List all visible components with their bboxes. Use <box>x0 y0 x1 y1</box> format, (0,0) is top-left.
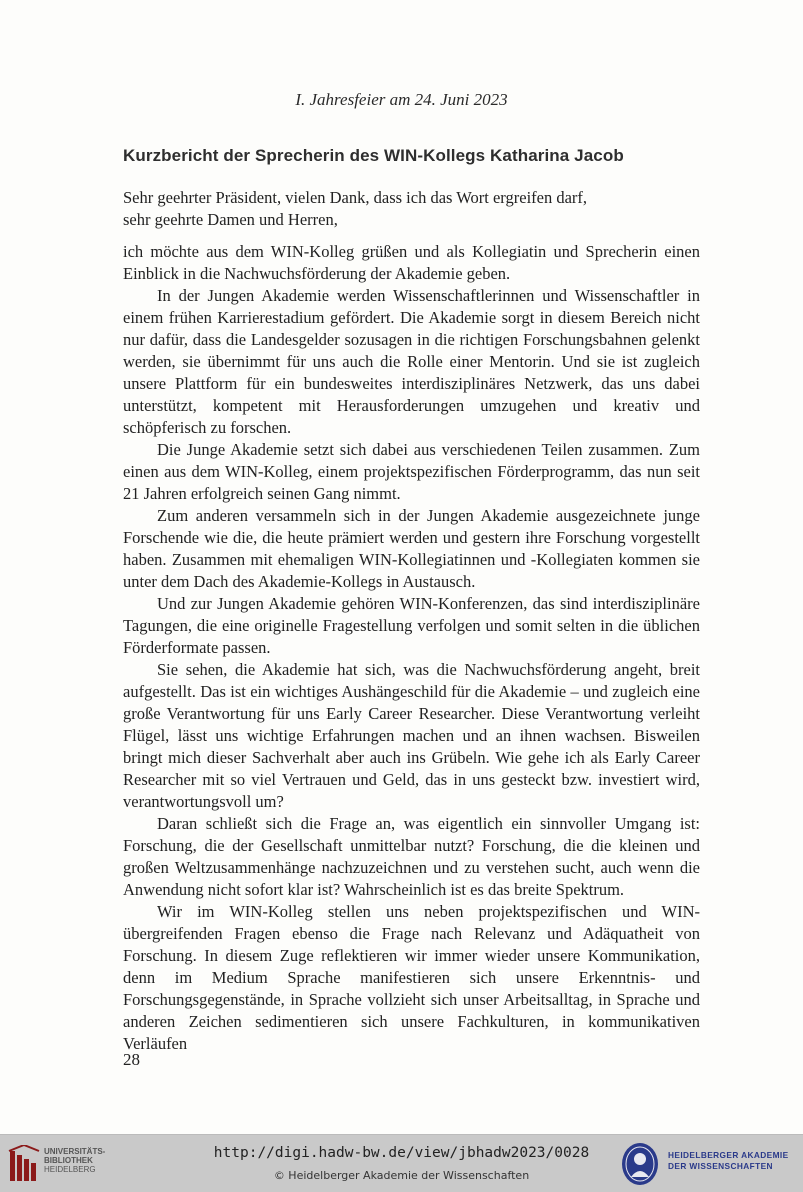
salutation-line: Sehr geehrter Präsident, vielen Dank, dass ich das Wort ergreifen darf, <box>123 188 588 207</box>
paragraph: Zum anderen versammeln sich in der Jungen Akademie ausgezeichnete junge Forschende wie die, die heute prämiert werden und gestern ihre Forschung vorgestellt haben. Zusammen mit ehemaligen WIN-Kollegiatinnen und -Kollegiaten kommen sie unter dem Dach des Akademie-Kollegs in Austausch. <box>123 506 700 591</box>
salutation-line: sehr geehrte Damen und Herren, <box>123 210 338 229</box>
academy-seal-logo[interactable] <box>620 1141 660 1187</box>
salutation <box>123 187 700 231</box>
paragraph: Wir im WIN-Kolleg stellen uns neben projektspezifischen und WIN-übergreifenden Fragen ebenso die Frage nach Relevanz und Adäquatheit von Forschung. In diesem Zuge reflektieren wir immer wieder unsere Kommunikation, denn im Medium Sprache manifestieren sich unsere Erkenntnis- und Forschungsgegenstände, in Sprache vollzieht sich unser Arbeitsalltag, in Sprache und anderen Zeichen sedimentieren sich unsere Fachkulturen, in kommunikativen Verläufen <box>123 902 700 1053</box>
paragraph: Die Junge Akademie setzt sich dabei aus verschiedenen Teilen zusammen. Zum einen aus dem WIN-Kolleg, einem projektspezifischen Förderprogramm, das nun seit 21 Jahren erfolgreich seinen Gang nimmt. <box>123 440 700 503</box>
copyright-notice: © Heidelberger Akademie der Wissenschaften <box>273 1169 530 1182</box>
permalink-url[interactable]: http://digi.hadw-bw.de/view/jbhadw2023/0028 <box>213 1145 590 1161</box>
library-name: UNIVERSITÄTS- BIBLIOTHEK HEIDELBERG <box>44 1147 106 1174</box>
paragraph: Sie sehen, die Akademie hat sich, was die Nachwuchsförderung angeht, breit aufgestellt. Das ist ein wichtiges Aushängeschild für die Akademie – und zugleich eine große Verantwortung für uns Early Career Researcher. Diese Verantwortung verleiht Flügel, lässt uns wichtige Erfahrungen machen und an ihnen wachsen. Bisweilen bringt mich dieser Sachverhalt aber auch ins Grübeln. Wie gehe ich als Early Career Researcher mit so viel Vertrauen und Geld, das in uns gesteckt bzw. investiert wird, verantwortungsvoll um? <box>123 660 700 811</box>
academy-seal-icon <box>620 1141 660 1187</box>
paragraph: Daran schließt sich die Frage an, was eigentlich ein sinnvoller Umgang ist: Forschung, die der Gesellschaft unmittelbar nutzt? Forschung, die die kleinen und großen Weltzusammenhänge nachzuzeichnen und zu verstehen sucht, auch wenn die Anwendung nicht sofort klar ist? Wahrscheinlich ist es das breite Spektrum. <box>123 814 700 899</box>
article-title: Kurzbericht der Sprecherin des WIN-Kollegs Katharina Jacob <box>123 146 624 165</box>
academy-name: HEIDELBERGER AKADEMIE DER WISSENSCHAFTEN <box>668 1150 789 1171</box>
viewer-footer <box>0 1134 803 1192</box>
paragraph: Und zur Jungen Akademie gehören WIN-Konferenzen, das sind interdisziplinäre Tagungen, die eine originelle Fragestellung verfolgen und somit selten in die üblichen Förderformate passen. <box>123 594 700 657</box>
page-number: 28 <box>123 1050 140 1069</box>
article-body <box>123 241 700 1055</box>
paragraph: In der Jungen Akademie werden Wissenschaftlerinnen und Wissenschaftler in einem frühen Karrierestadium gefördert. Die Akademie sorgt in diesem Bereich nicht nur dafür, dass die Landesgelder sozusagen in die richtigen Forschungsbahnen gelenkt werden, sie übernimmt für uns auch die Rolle einer Mentorin. Und sie ist zugleich unsere Plattform für ein bundesweites interdisziplinäres Netzwerk, das uns dabei unterstützt, kompetent mit Herausforderungen umzugehen und kreativ und schöpferisch zu forschen. <box>123 286 700 437</box>
running-head: I. Jahresfeier am 24. Juni 2023 <box>295 90 508 109</box>
paragraph: ich möchte aus dem WIN-Kolleg grüßen und als Kollegiatin und Sprecherin einen Einblick in die Nachwuchsförderung der Akademie geben. <box>123 242 700 283</box>
